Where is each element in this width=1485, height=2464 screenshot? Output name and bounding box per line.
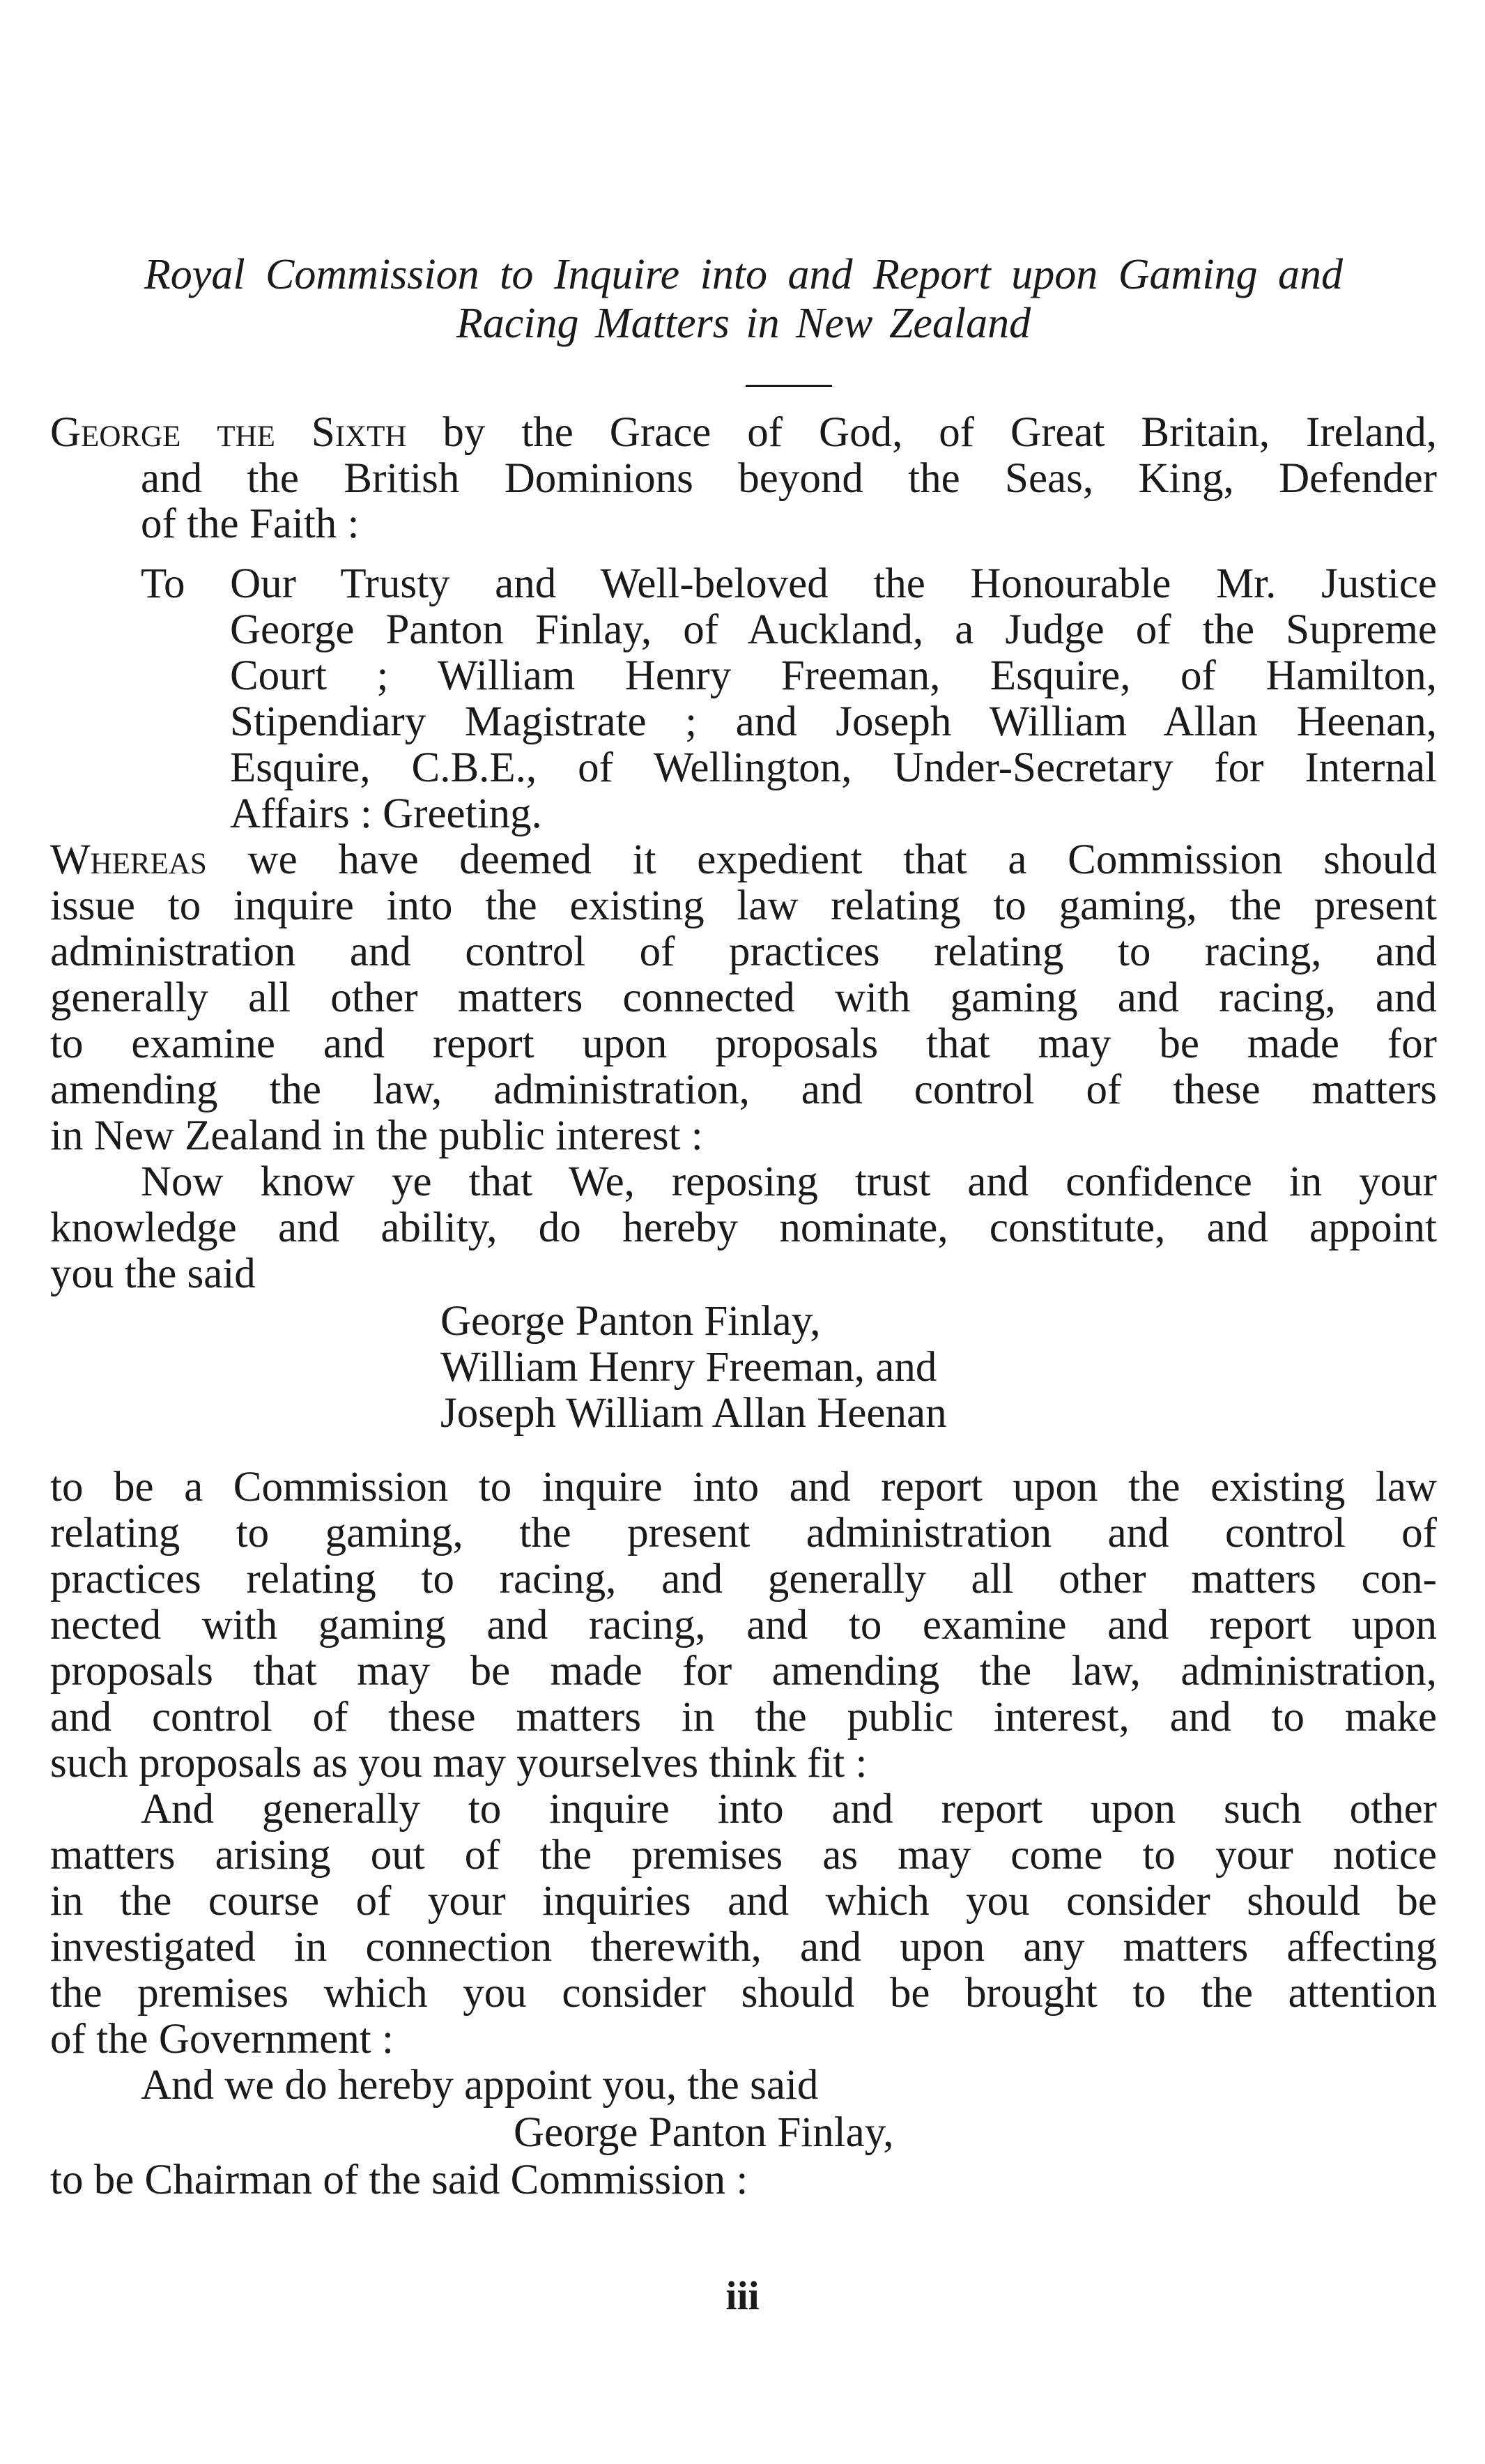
commission-title-line-1: Royal Commission to Inquire into and Report upon Gaming and <box>144 251 1344 298</box>
whereas-line: to examine and report upon proposals that may be made for <box>50 1020 1437 1067</box>
address-line: George Panton Finlay, of Auckland, a Judge of the Supreme <box>230 606 1437 653</box>
king-name: George the Sixth <box>50 409 407 456</box>
appointment-line: Now know ye that We, reposing trust and confidence in your <box>141 1158 1437 1205</box>
address-line: Court ; William Henry Freeman, Esquire, of Hamilton, <box>230 652 1437 699</box>
address-line: Esquire, C.B.E., of Wellington, Under-Secretary for Internal <box>230 744 1437 791</box>
scope-line: and control of these matters in the public interest, and to make <box>50 1694 1437 1740</box>
scope-line: to be a Commission to inquire into and report upon the existing law <box>50 1464 1437 1510</box>
document-page <box>50 0 1437 2464</box>
chairman-name: George Panton Finlay, <box>514 2109 894 2156</box>
whereas-line: administration and control of practices relating to racing, and <box>50 928 1437 975</box>
scope-line: nected with gaming and racing, and to examine and report upon <box>50 1602 1437 1648</box>
address-line: To Our Trusty and Well-beloved the Honourable Mr. Justice <box>141 560 1437 607</box>
inquiry-line: matters arising out of the premises as may come to your notice <box>50 1832 1437 1878</box>
appointment-line: knowledge and ability, do hereby nominate, constitute, and appoint <box>50 1204 1437 1251</box>
whereas-line-1: Whereas we have deemed it expedient that a Commission should <box>50 836 1437 883</box>
whereas-line: issue to inquire into the existing law relating to gaming, the present <box>50 882 1437 929</box>
whereas-lead: Whereas <box>50 836 207 883</box>
whereas-line: in New Zealand in the public interest : <box>50 1112 703 1159</box>
inquiry-line: investigated in connection therewith, and upon any matters affecting <box>50 1924 1437 1971</box>
preamble-line-3: of the Faith : <box>141 500 360 547</box>
chairman-line-1: And we do hereby appoint you, the said <box>141 2062 819 2109</box>
preamble-line-2: and the British Dominions beyond the Seas, King, Defender <box>141 455 1437 502</box>
page-number: iii <box>725 2273 760 2318</box>
commissioner-name: William Henry Freeman, and <box>440 1344 937 1391</box>
address-line: Stipendiary Magistrate ; and Joseph William Allan Heenan, <box>230 698 1437 745</box>
appointment-line: you the said <box>50 1250 256 1297</box>
inquiry-line: And generally to inquire into and report upon such other <box>141 1786 1437 1832</box>
commissioner-name: George Panton Finlay, <box>440 1298 821 1345</box>
scope-line: practices relating to racing, and generally all other matters con- <box>50 1556 1437 1602</box>
whereas-line: generally all other matters connected with gaming and racing, and <box>50 974 1437 1021</box>
commissioner-name: Joseph William Allan Heenan <box>440 1390 947 1437</box>
inquiry-line: the premises which you consider should be brought to the attention <box>50 1970 1437 2017</box>
inquiry-line: of the Government : <box>50 2016 394 2063</box>
scope-line: relating to gaming, the present administration and control of <box>50 1510 1437 1556</box>
whereas-line: amending the law, administration, and control of these matters <box>50 1066 1437 1113</box>
scope-line: proposals that may be made for amending the law, administration, <box>50 1648 1437 1694</box>
chairman-line-3: to be Chairman of the said Commission : <box>50 2157 748 2203</box>
scope-line: such proposals as you may yourselves think fit : <box>50 1740 868 1786</box>
title-divider <box>746 385 832 387</box>
preamble-line-1: George the Sixth by the Grace of God, of Great Britain, Ireland, <box>50 409 1437 456</box>
inquiry-line: in the course of your inquiries and which you consider should be <box>50 1878 1437 1924</box>
address-line: Affairs : Greeting. <box>230 790 542 837</box>
commission-title-line-2: Racing Matters in New Zealand <box>456 300 1031 347</box>
